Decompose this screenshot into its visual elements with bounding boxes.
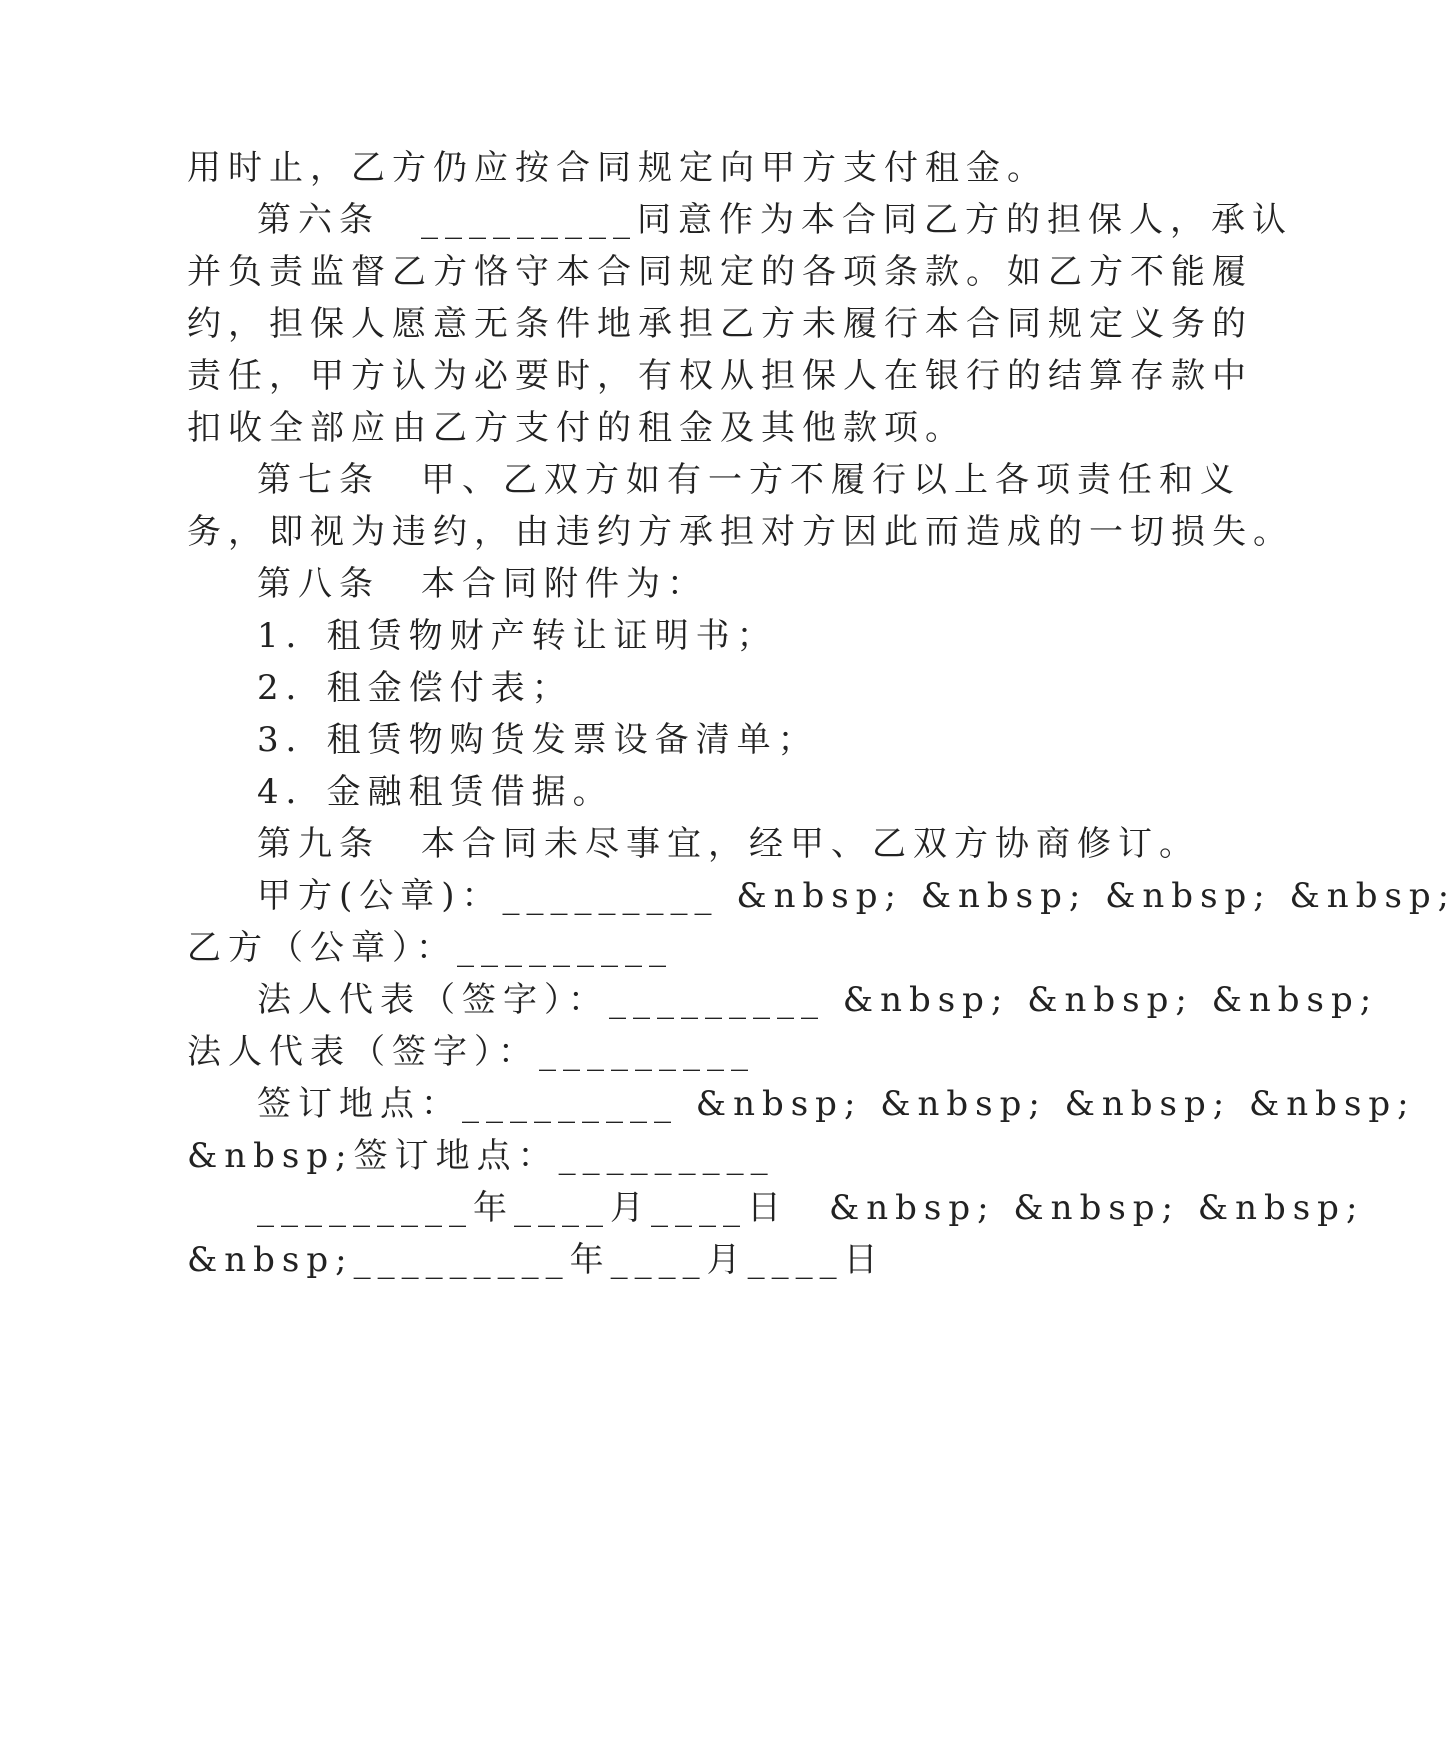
- article-7-line-2: 务，即视为违约，由违约方承担对方因此而造成的一切损失。: [187, 512, 1294, 552]
- party-a-date-line: _________年____月____日 &nbsp; &nbsp; &nbsp;: [257, 1188, 1365, 1228]
- party-b-seal-line: 乙方（公章）：_________: [187, 928, 673, 968]
- article-9: 第九条 本合同未尽事宜，经甲、乙双方协商修订。: [257, 824, 1200, 864]
- text-line-1: 用时止，乙方仍应按合同规定向甲方支付租金。: [187, 148, 1048, 188]
- party-b-legal-rep-line: 法人代表（签字）：_________: [187, 1032, 755, 1072]
- article-6-line-1: 第六条 _________同意作为本合同乙方的担保人，承认: [257, 200, 1293, 240]
- article-6-line-5: 扣收全部应由乙方支付的租金及其他款项。: [187, 408, 966, 448]
- article-6-line-2: 并负责监督乙方恪守本合同规定的各项条款。如乙方不能履: [187, 252, 1253, 292]
- attachment-item-1: 1．租赁物财产转让证明书；: [257, 616, 778, 656]
- party-a-seal-line: 甲方(公章)：_________ &nbsp; &nbsp; &nbsp; &nbsp;: [257, 876, 1456, 916]
- party-a-signing-place-line: 签订地点：_________ &nbsp; &nbsp; &nbsp; &nbsp;: [257, 1084, 1416, 1124]
- article-8-heading: 第八条 本合同附件为：: [257, 564, 708, 604]
- article-6-line-4: 责任，甲方认为必要时，有权从担保人在银行的结算存款中: [187, 356, 1253, 396]
- article-6-line-3: 约，担保人愿意无条件地承担乙方未履行本合同规定义务的: [187, 304, 1253, 344]
- attachment-item-4: 4．金融租赁借据。: [257, 772, 614, 812]
- attachment-item-2: 2．租金偿付表；: [257, 668, 573, 708]
- attachment-item-3: 3．租赁物购货发票设备清单；: [257, 720, 819, 760]
- party-b-signing-place-line: &nbsp;签订地点：_________: [187, 1136, 775, 1176]
- party-b-date-line: &nbsp;_________年____月____日: [187, 1240, 885, 1280]
- party-a-legal-rep-line: 法人代表（签字）：_________ &nbsp; &nbsp; &nbsp;: [257, 980, 1379, 1020]
- article-7-line-1: 第七条 甲、乙双方如有一方不履行以上各项责任和义: [257, 460, 1241, 500]
